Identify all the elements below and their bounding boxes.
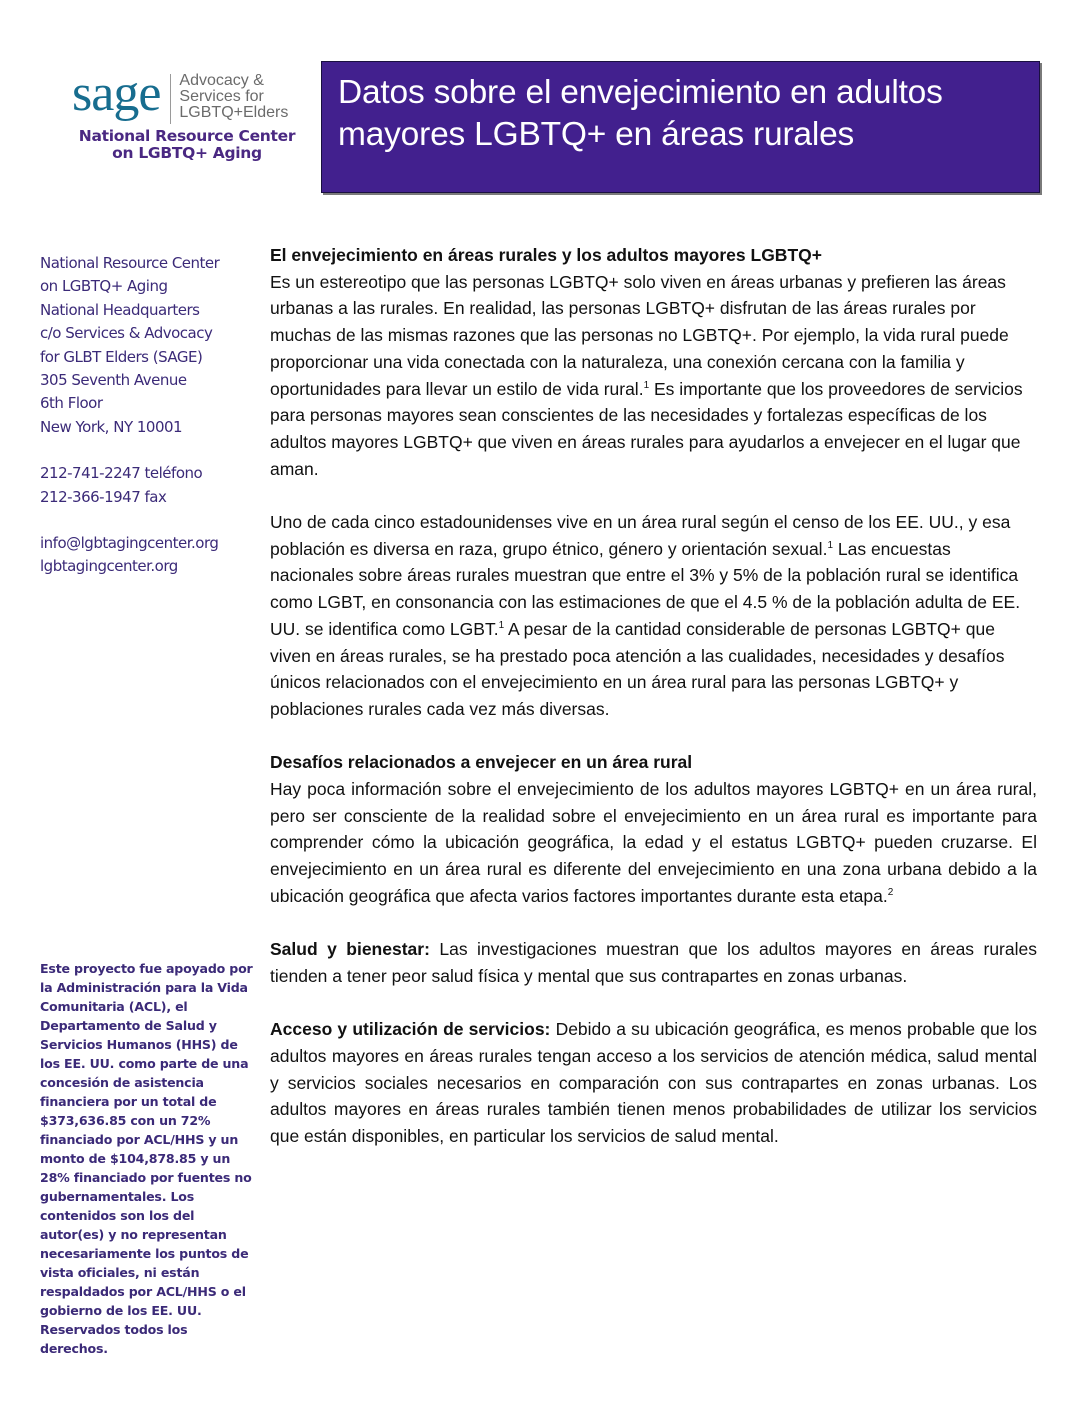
paragraph-text: Es un estereotipo que las personas LGBTQ+ solo viven en áreas urbanas y prefieren las áreas urbanas a las rurales. En realidad, las personas LGBTQ+ disfrutan de las áreas rurales por muchas de las mismas razones que las personas no LGBTQ+. Por ejemplo, la vida rural puede proporcionar una vida conectada con la naturaleza, una conexión cercana con la familia y oportunidades para llevar un estilo de vida rural. xyxy=(270,271,1009,399)
paragraph-health xyxy=(270,936,1037,989)
paragraph-text: Es importante que los proveedores de servicios para personas mayores sean conscientes de las necesidades y fortalezas específicas de los adultos mayores LGBTQ+ que viven en áreas rurales para ayudarlos a envejecer en el lugar que aman. xyxy=(270,378,1023,479)
inline-heading: Salud y bienestar: xyxy=(270,939,430,960)
paragraph-text: Uno de cada cinco estadounidenses vive en un área rural según el censo de los EE. UU., y esa población es diversa en raza, grupo étnico, género y orientación sexual. xyxy=(270,512,1011,559)
spacer xyxy=(270,910,1037,937)
paragraph-text: Las encuestas nacionales sobre áreas rurales muestran que entre el 3% y 5% de la población rural se identifica como LGBT, en consonancia con las estimaciones de que el 4.5 % de la población adulta de EE. UU. se identifica como LGBT. xyxy=(270,538,1021,639)
sage-wordmark: sage xyxy=(72,65,161,122)
address-line: National Headquarters xyxy=(40,300,200,319)
fax-number: 212-366-1947 fax xyxy=(40,487,167,506)
spacer xyxy=(270,482,1037,509)
web-contacts xyxy=(40,532,260,579)
spacer xyxy=(40,439,260,462)
paragraph-text: Debido a su ubicación geográfica, es menos probable que los adultos mayores en áreas rurales tengan acceso a los servicios de atención médica, salud mental y servicios sociales necesarios en comparación con sus contrapartes en zonas urbanas. Los adultos mayores en áreas rurales también tienen menos probabilidades de utilizar los servicios que están disponibles, en particular los servicios de salud mental. xyxy=(270,1019,1037,1147)
logo-org-name xyxy=(72,128,302,162)
main-content xyxy=(270,242,1037,1150)
title-banner xyxy=(321,61,1040,193)
address-line: National Resource Center xyxy=(40,254,220,272)
logo-tagline xyxy=(179,73,288,121)
address-line: 6th Floor xyxy=(40,394,103,413)
page-title-line: mayores LGBTQ+ en áreas rurales xyxy=(338,116,855,153)
address-line: c/o Services & Advocacy xyxy=(40,324,213,343)
logo-tagline-line: Services for xyxy=(179,88,264,105)
spacer xyxy=(40,509,260,532)
logo-tagline-line: Advocacy & xyxy=(179,72,264,89)
inline-heading: Acceso y utilización de servicios: xyxy=(270,1019,551,1040)
spacer xyxy=(270,723,1037,750)
address-line: for GLBT Elders (SAGE) xyxy=(40,347,203,366)
logo-divider xyxy=(170,74,171,124)
section-heading: El envejecimiento en áreas rurales y los adultos mayores LGBTQ+ xyxy=(270,245,822,265)
logo-tagline-line: LGBTQ+Elders xyxy=(179,104,289,121)
paragraph-access xyxy=(270,1016,1037,1150)
paragraph-text: Las investigaciones muestran que los adultos mayores en áreas rurales tienden a tener peor salud física y mental que sus contrapartes en zonas urbanas. xyxy=(270,939,1037,986)
footnote-ref: 2 xyxy=(887,887,894,899)
phone-numbers xyxy=(40,462,260,509)
logo-org-name-line: on LGBTQ+ Aging xyxy=(112,144,262,162)
section-heading: Desafíos relacionados a envejecer en un área rural xyxy=(270,752,693,773)
website-link[interactable]: lgbtagingcenter.org xyxy=(40,557,178,576)
footnote-ref: 1 xyxy=(498,620,505,631)
paragraph xyxy=(270,509,1037,723)
page-title xyxy=(322,62,1039,156)
paragraph xyxy=(270,776,1037,910)
logo-org-name-line: National Resource Center xyxy=(78,127,296,145)
address-line: 305 Seventh Avenue xyxy=(40,371,187,390)
footnote-ref: 1 xyxy=(827,539,833,551)
funding-disclaimer: Este proyecto fue apoyado por la Administración para la Vida Comunitaria (ACL), el Departamento de Salud y Servicios Humanos (HHS) de los EE. UU. como parte de una concesión de asistencia financiera por un total de $373,636.85 con un 72% financiado por ACL/HHS y un monto de $104,878.85 y un 28% financiado por fuentes no gubernamentales. Los contenidos son los del autor(es) y no representan necesariamente los puntos de vista oficiales, ni están respaldados por ACL/HHS o el gobierno de los EE. UU. Reservados todos los derechos. xyxy=(40,961,253,1356)
address-line: on LGBTQ+ Aging xyxy=(40,277,168,296)
spacer xyxy=(270,990,1037,1017)
paragraph-text: A pesar de la cantidad considerable de personas LGBTQ+ que viven en áreas rurales, se ha prestado poca atención a las cualidades, necesidades y desafíos únicos relacionados con el envejecimiento en un área rural para las personas LGBTQ+ y poblaciones rurales cada vez más diversas. xyxy=(270,618,1005,719)
page-title-line: Datos sobre el envejecimiento en adultos xyxy=(338,74,943,111)
paragraph-text: Hay poca información sobre el envejecimiento de los adultos mayores LGBTQ+ en un área rural, pero ser consciente de la realidad sobre el envejecimiento en un área rural es importante para comprender cómo la ubicación geográfica, la edad y el estatus LGBTQ+ pueden cruzarse. El envejecimiento en un área rural es diferente del envejecimiento en una zona urbana debido a la ubicación geográfica que afecta varios factores importantes durante esta etapa. xyxy=(270,779,1037,906)
address-line: New York, NY 10001 xyxy=(40,417,183,436)
footnote-ref: 1 xyxy=(643,379,650,391)
paragraph xyxy=(270,269,1037,483)
sage-logo xyxy=(72,65,307,170)
email-link[interactable]: info@lgbtagingcenter.org xyxy=(40,534,219,553)
sidebar-contact-info xyxy=(40,252,260,579)
phone-number: 212-741-2247 teléfono xyxy=(40,464,203,483)
mailing-address xyxy=(40,252,260,439)
logo-top-row xyxy=(72,65,307,124)
